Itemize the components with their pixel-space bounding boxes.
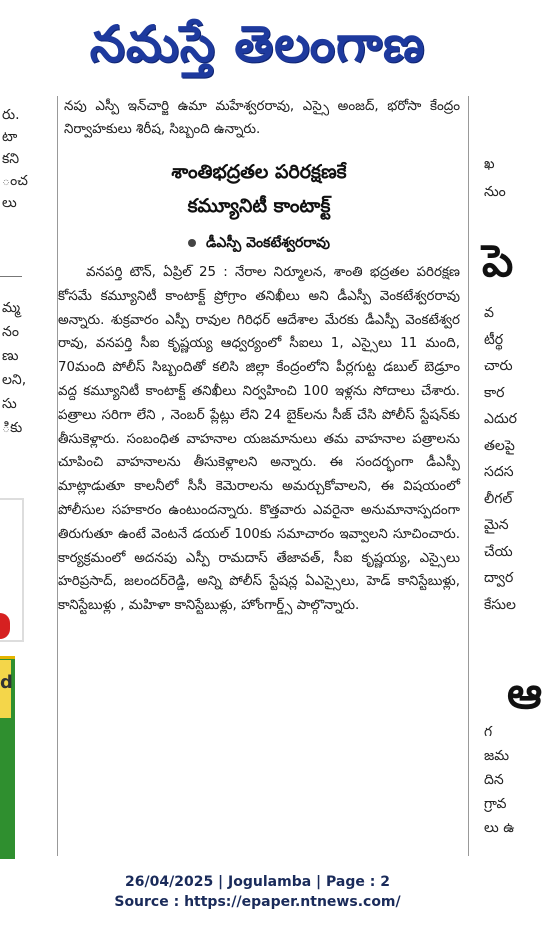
headline-line-1: శాంతిభద్రతల పరిరక్షణకే bbox=[171, 161, 347, 183]
right-fragment: లీగల్ bbox=[484, 490, 513, 507]
advertisement-text-fragment: d bbox=[0, 672, 13, 693]
left-column-rule bbox=[0, 276, 22, 277]
headline-line-2: కమ్యూనిటీ కాంటాక్ట్ bbox=[187, 195, 331, 217]
edition-info: 26/04/2025 | Jogulamba | Page : 2 bbox=[125, 874, 390, 890]
right-fragment: వ bbox=[484, 305, 494, 321]
right-fragment: గ bbox=[484, 724, 493, 740]
left-column-fragments-lower bbox=[2, 296, 30, 440]
right-fragment: లు ఉ bbox=[484, 820, 515, 836]
right-fragment: ఖ bbox=[484, 156, 495, 172]
right-fragment: సదస bbox=[484, 464, 514, 480]
left-fragment: ణు bbox=[2, 348, 19, 364]
left-column-fragments bbox=[2, 104, 26, 214]
left-fragment: ంచ bbox=[2, 173, 28, 189]
article-body: వనపర్తి టౌన్, ఏప్రిల్ 25 : నేరాల నిర్మూలన, శాంతి భద్రతల పరిరక్షణ కోసమే కమ్యూనిటీ కాంటాక్ట్ ప్రోగ్రాం తనిఖీలు అని డీఎస్పీ వెంకటేశ్వరరావు అన్నారు. శుక్రవారం ఎస్పీ రావుల గిరిధర్ ఆదేశాల మేరకు డీఎస్పీ వెంకటేశ్వర రావు, వనపర్తి సీఐ కృష్ణయ్య ఆధ్వర్యంలో సీఐలు 1, ఎస్సైలు 11 మంది, 70మంది పోలీస్ సిబ్బందితో కలిసి జిల్లా కేంద్రంలోని పీర్లగుట్ట డబుల్ బెడ్రూం వద్ద కమ్యూనిటీ కాంటాక్ట్ తనిఖీలు నిర్వహించి 100 ఇళ్లను సోదాలు చేశారు. పత్రాలు సరిగా లేని , నెంబర్ ప్లేట్లు లేని 24 బైక్‌లను సీజ్ చేసి పోలీస్ స్టేషన్‌కు తీసుకెళ్లారు. సంబంధిత వాహనాల యజమానులు తమ వాహనాల పత్రాలను చూపించి వాహనాలను తీసుకెళ్లాలని అన్నారు. ఈ సందర్భంగా డీఎస్పీ మాట్లాడుతూ కాలనీలో సీసీ కెమెరాలను అమర్చుకోవాలని, ఈ విషయంలో పోలీసుల సహకారం ఉంటుందన్నారు. కొత్తవారు ఎవరైనా అనుమానాస్పదంగా తిరుగుతూ ఉంటే వెంటనే డయల్ 100కు సమాచారం ఇవ్వాలని సూచించారు. కార్యక్రమంలో అదనపు ఎస్పీ రామదాస్ తేజావత్, సీఐ కృష్ణయ్య, ఎస్సైలు హరిప్రసాద్, జలందర్‌రెడ్డి, అన్ని పోలీస్ స్టేషన్ల ఏఎస్సైలు, హెడ్ కానిస్టేబుళ్లు, కానిస్టేబుళ్లు , మహిళా కానిస్టేబుళ్లు, హోంగార్డ్స్ పాల్గొన్నారు. bbox=[58, 265, 460, 614]
right-fragment: గ్రావ bbox=[484, 796, 507, 812]
left-fragment: టా bbox=[2, 129, 18, 145]
left-fragment: కని bbox=[2, 151, 20, 167]
left-fragment: నం bbox=[2, 324, 19, 340]
previous-article-tail: నపు ఎస్పీ ఇన్‌చార్జి ఉమా మహేశ్వరరావు, ఎస్సై అంజద్, భరోసా కేంద్రం నిర్వాహకులు శిరీష, సిబ్బంది ఉన్నారు. bbox=[64, 99, 460, 137]
right-fragment: తలపై bbox=[484, 437, 515, 454]
right-column-fragments-top bbox=[484, 150, 515, 206]
right-column-fragments-bottom bbox=[484, 720, 515, 840]
source-link[interactable]: Source : https://epaper.ntnews.com/ bbox=[114, 894, 401, 910]
right-fragment: మైన bbox=[484, 517, 509, 533]
right-fragment: ద్వార bbox=[484, 570, 514, 586]
news-article bbox=[58, 96, 460, 631]
right-fragment: జమ bbox=[484, 748, 510, 764]
left-fragment: ికు bbox=[2, 420, 23, 436]
right-fragment: కార bbox=[484, 384, 505, 401]
article-headline bbox=[58, 155, 460, 223]
left-fragment: సు bbox=[2, 396, 17, 412]
right-fragment: దిన bbox=[484, 772, 504, 788]
left-fragment: లు bbox=[2, 195, 17, 211]
article-byline bbox=[58, 233, 460, 253]
right-fragment: కేసుల bbox=[484, 596, 516, 613]
right-fragment: నుం bbox=[484, 184, 506, 200]
right-fragment: చారు bbox=[484, 358, 513, 374]
byline-text: డీఎస్పీ వెంకటేశ్వరరావు bbox=[206, 235, 330, 251]
right-column-fragments bbox=[484, 300, 515, 618]
left-fragment: మ్మ bbox=[2, 300, 21, 316]
masthead-title: నమస్తే తెలంగాణ bbox=[89, 15, 426, 73]
page-footer bbox=[0, 872, 515, 912]
right-column-headline-glyph: ఆ bbox=[507, 668, 542, 719]
column-divider-right bbox=[468, 96, 469, 856]
right-fragment: ఎదుర bbox=[484, 411, 517, 427]
right-fragment: చేయ bbox=[484, 543, 513, 560]
left-fragment: లని, bbox=[2, 372, 27, 388]
right-fragment: టీర్థ bbox=[484, 331, 504, 348]
right-column-headline-fragment: పె bbox=[482, 236, 514, 287]
left-fragment: రు. bbox=[2, 107, 20, 123]
bullet-icon bbox=[188, 239, 196, 247]
